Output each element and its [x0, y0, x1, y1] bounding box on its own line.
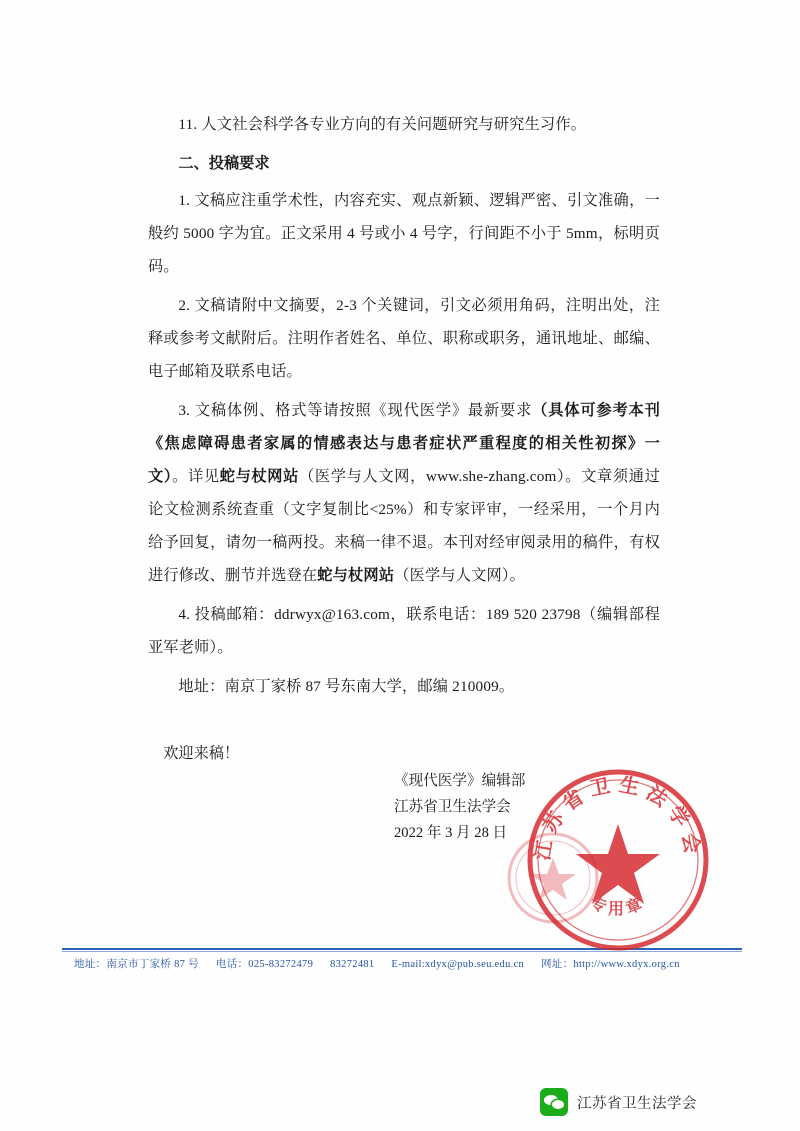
footer-address: 地址：南京市丁家桥 87 号 [74, 959, 199, 970]
signature-date: 2022 年 3 月 28 日 [394, 825, 508, 841]
svg-text:专用章: 专用章 [587, 894, 649, 918]
paragraph-postal-address: 地址：南京丁家桥 87 号东南大学，邮编 210009。 [178, 678, 515, 695]
wechat-account-bar[interactable] [540, 1088, 697, 1116]
signature-editorial-office: 《现代医学》编辑部 [394, 773, 526, 789]
req3-seg-5: （医学与人文网，www.she-zhang.com）。文章须通过论文检测系统查重（文字复制比<25%）和专家评审，一经采用，一个月内给予回复，请勿一稿两投。来稿一律不退。本刊对经审阅录用的稿件，有权进行修改、删节并选登在 [148, 468, 660, 584]
paragraph-requirement-3 [148, 394, 660, 592]
footer-contact-line [74, 957, 734, 973]
paragraph-item-11: 11. 人文社会科学各专业方向的有关问题研究与研究生习作。 [178, 116, 587, 133]
req3-seg-7: （医学与人文网）。 [394, 567, 526, 584]
paragraph-requirement-2: 2. 文稿请附中文摘要，2-3 个关键词，引文必须用角码，注明出处，注释或参考文献附后。注明作者姓名、单位、职称或职务，通讯地址、邮编、电子邮箱及联系电话。 [148, 297, 660, 380]
req3-seg-6-website: 蛇与杖网站 [317, 567, 395, 584]
wechat-account-name: 江苏省卫生法学会 [577, 1095, 697, 1112]
req3-seg-4-website: 蛇与杖网站 [219, 468, 300, 485]
req3-seg-1: 3. 文稿体例、格式等请按照《现代医学》最新要求 [178, 402, 533, 419]
section-heading-submission-requirements: 二、投稿要求 [178, 155, 270, 172]
welcome-note: 欢迎来稿！ [163, 745, 240, 762]
footer-phone: 电话：025-83272479 [215, 959, 314, 970]
official-seal-stamp [520, 762, 716, 958]
document-text-body [148, 108, 660, 770]
svg-text:江苏省卫生法学会: 江苏省卫生法学会 [531, 774, 705, 863]
wechat-icon [540, 1088, 568, 1116]
paragraph-requirement-4-contact: 4. 投稿邮箱：ddrwyx@163.com，联系电话：189 520 23798（编辑部程亚军老师）。 [148, 606, 660, 656]
req3-seg-2: （具体可参考本刊《焦虑障碍患者家属的情感表达与患者症状严重程度的相关性初探》一文） [148, 402, 660, 485]
footer-email[interactable]: E-mail:xdyx@pub.seu.edu.cn [391, 959, 525, 970]
footer-website[interactable]: 网址：http://www.xdyx.org.cn [541, 959, 680, 970]
footer-phone-secondary: 83272481 [330, 959, 375, 970]
paragraph-requirement-1: 1. 文稿应注重学术性，内容充实、观点新颖、逻辑严密、引文准确，一般约 5000 字为宜。正文采用 4 号或小 4 号字，行间距不小于 5mm，标明页码。 [148, 192, 660, 275]
req3-seg-3: 。详见 [172, 468, 220, 485]
signature-association: 江苏省卫生法学会 [394, 799, 511, 815]
